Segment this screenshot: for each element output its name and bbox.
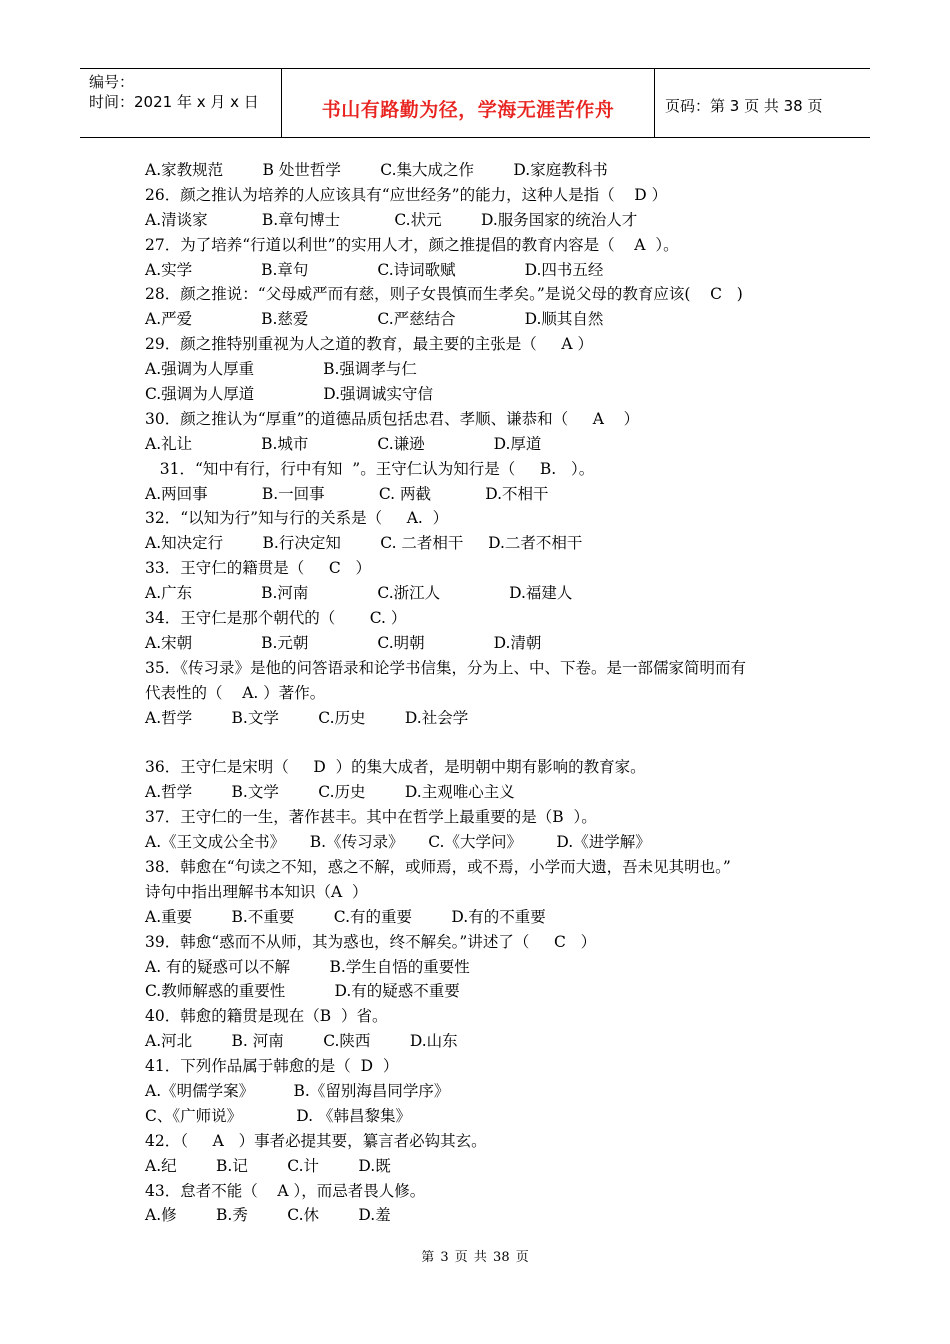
document-time-label: 时间：2021 年 x 月 x 日 — [89, 93, 259, 111]
text-line: A.河北 B. 河南 C.陕西 D.山东 — [145, 1032, 458, 1051]
text-line: 28．颜之推说：“父母威严而有慈，则子女畏慎而生孝矣。”是说父母的教育应该( C ) — [145, 285, 743, 304]
text-line: 38．韩愈在“句读之不知，惑之不解，或师焉，或不焉，小学而大遗，吾未见其明也。” — [145, 857, 731, 876]
text-line: A.两回事 B.一回事 C. 两截 D.不相干 — [145, 484, 549, 503]
text-line: A.宋朝 B.元朝 C.明朝 D.清朝 — [145, 633, 542, 652]
text-line: A.哲学 B.文学 C.历史 D.社会学 — [145, 708, 469, 727]
page-footer: 第 3 页 共 38 页 — [421, 1250, 529, 1265]
document-number-label: 编号： — [89, 73, 135, 91]
text-line: 40．韩愈的籍贯是现在（B ）省。 — [145, 1007, 388, 1026]
text-line: A. 有的疑惑可以不解 B.学生自悟的重要性 — [145, 957, 470, 976]
text-line: 36．王守仁是宋明（ D ）的集大成者，是明朝中期有影响的教育家。 — [145, 758, 646, 777]
text-line: 41．下列作品属于韩愈的是（ D ） — [145, 1057, 399, 1076]
text-line: 37．王守仁的一生，著作甚丰。其中在哲学上最重要的是（B ）。 — [145, 808, 597, 827]
text-line: 34．王守仁是那个朝代的（ C. ） — [145, 609, 407, 628]
text-line: A.《明儒学案》 B.《留别海昌同学序》 — [145, 1081, 450, 1100]
text-line: 30．颜之推认为“厚重”的道德品质包括忠君、孝顺、谦恭和（ A ） — [145, 409, 640, 428]
text-line: C.教师解惑的重要性 D.有的疑惑不重要 — [145, 982, 460, 1001]
text-line: 35．《传习录》是他的问答语录和论学书信集，分为上、中、下卷。是一部儒家简明而有 — [145, 658, 746, 677]
text-line: C.强调为人厚道 D.强调诚实守信 — [145, 385, 434, 404]
header-page-label: 页码：第 3 页 共 38 页 — [665, 97, 823, 115]
text-line: 39．韩愈“惑而不从师，其为惑也，终不解矣。”讲述了（ C ） — [145, 932, 597, 951]
text-line: 32．“以知为行”知与行的关系是（ A. ） — [145, 509, 449, 528]
text-line: A.纪 B.记 C.计 D.既 — [145, 1156, 391, 1175]
header-motto: 书山有路勤为径，学海无涯苦作舟 — [321, 98, 615, 121]
document-body — [145, 158, 835, 1228]
text-line: A.清谈家 B.章句博士 C.状元 D.服务国家的统治人才 — [145, 210, 638, 229]
text-line: 27．为了培养“行道以利世”的实用人才，颜之推提倡的教育内容是（ A ）。 — [145, 235, 679, 254]
text-line: A.修 B.秀 C.休 D.羞 — [145, 1206, 391, 1225]
text-line: C、《广师说》 D. 《韩昌黎集》 — [145, 1106, 412, 1125]
text-line: 29．颜之推特别重视为人之道的教育，最主要的主张是（ A ） — [145, 335, 593, 354]
text-line: 42．（ A ）事者必提其要，纂言者必钩其玄。 — [145, 1131, 487, 1150]
text-line: A.严爱 B.慈爱 C.严慈结合 D.顺其自然 — [145, 310, 604, 329]
text-line: 26．颜之推认为培养的人应该具有“应世经务”的能力，这种人是指（ D ） — [145, 185, 668, 204]
text-line: A.哲学 B.文学 C.历史 D.主观唯心主义 — [145, 783, 515, 802]
text-line: A.重要 B.不重要 C.有的重要 D.有的不重要 — [145, 907, 546, 926]
text-line: 31．“知中有行，行中有知 ”。王守仁认为知行是（ B. ）。 — [145, 459, 595, 478]
text-line: A.广东 B.河南 C.浙江人 D.福建人 — [145, 584, 573, 603]
text-line: 代表性的（ A. ）著作。 — [145, 683, 326, 702]
text-line: A.知决定行 B.行决定知 C. 二者相干 D.二者不相干 — [145, 534, 583, 553]
text-line: A.家教规范 B 处世哲学 C.集大成之作 D.家庭教科书 — [145, 161, 608, 179]
text-line: A.强调为人厚重 B.强调孝与仁 — [145, 360, 417, 379]
header-page-cell — [655, 69, 870, 137]
header-meta — [80, 69, 282, 137]
text-line: A.礼让 B.城市 C.谦逊 D.厚道 — [145, 434, 542, 453]
text-line: A.实学 B.章句 C.诗词歌赋 D.四书五经 — [145, 260, 604, 279]
header-motto-cell — [282, 69, 655, 137]
text-line: A.《王文成公全书》 B.《传习录》 C.《大学问》 D.《进学解》 — [145, 833, 651, 852]
page-header — [80, 68, 870, 138]
text-line: 诗句中指出理解书本知识（A ） — [145, 882, 368, 901]
text-line: 43．怠者不能（ A ），而忌者畏人修。 — [145, 1181, 426, 1200]
text-line — [145, 730, 835, 755]
text-line: 33．王守仁的籍贯是（ C ） — [145, 559, 371, 578]
